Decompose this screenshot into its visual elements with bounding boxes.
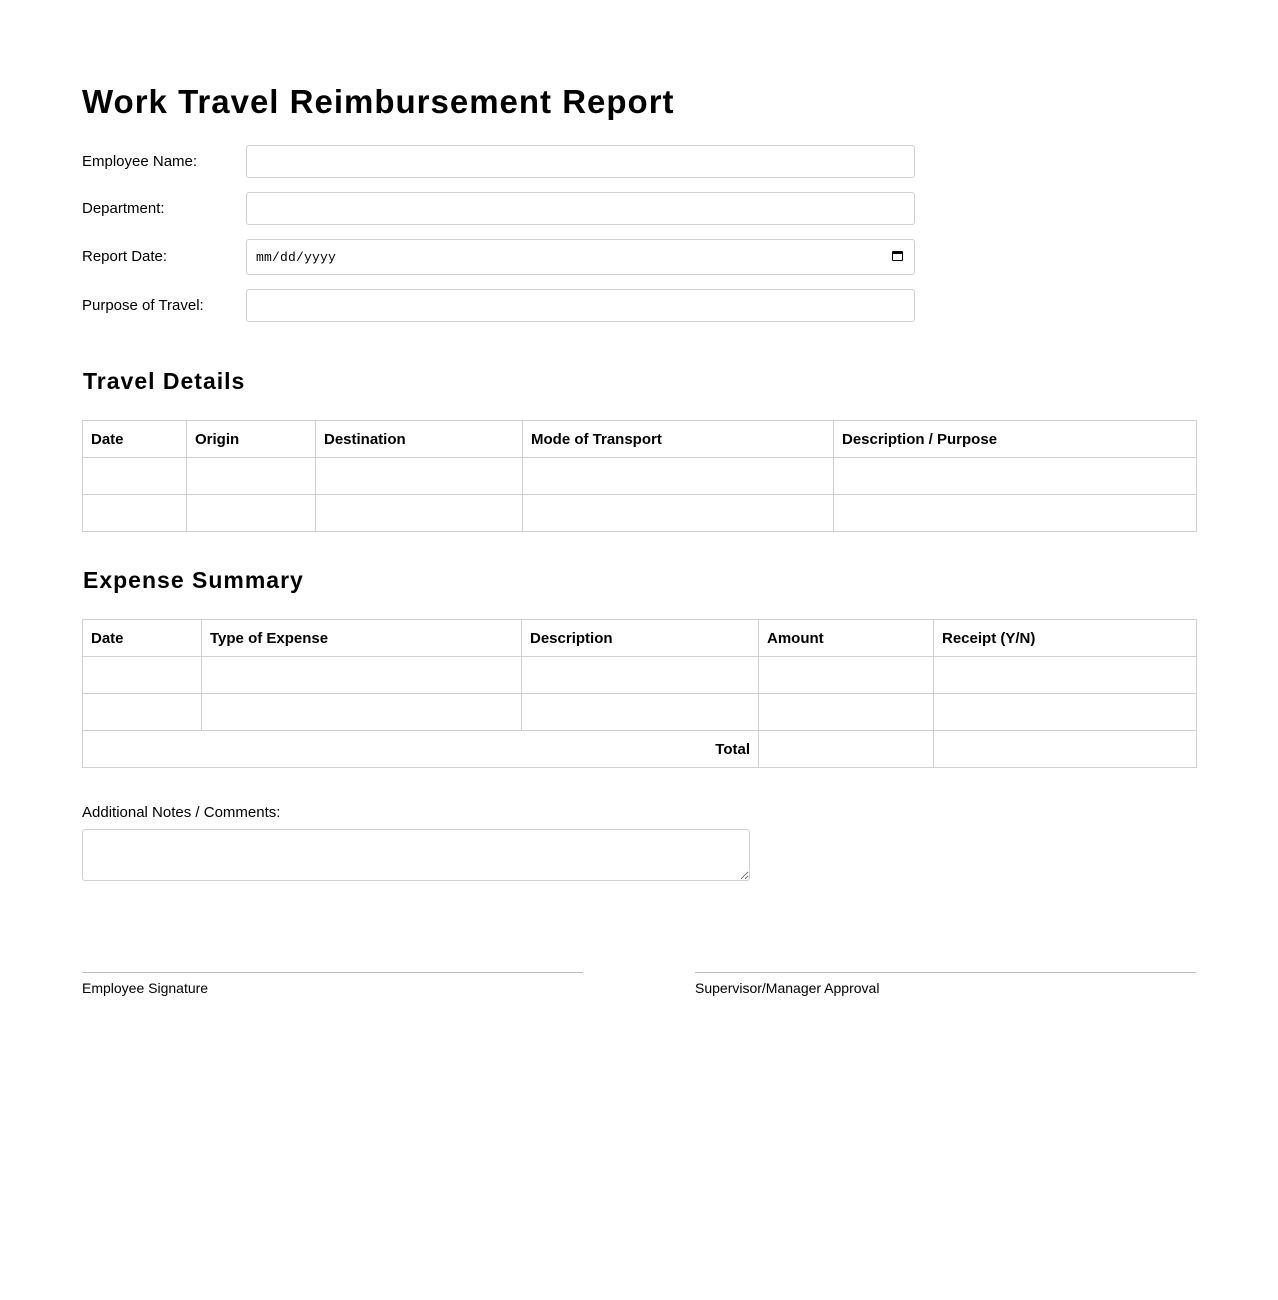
employee-signature-line [82,972,583,973]
travel-details-heading: Travel Details [83,368,246,394]
table-cell[interactable] [187,495,316,532]
column-header-type-of-expense: Type of Expense [202,620,522,657]
table-cell[interactable] [83,694,202,731]
table-cell[interactable] [316,458,523,495]
expense-summary-heading: Expense Summary [83,567,304,593]
total-receipt-cell [934,731,1197,768]
purpose-row [82,289,915,322]
employee-name-label: Employee Name: [82,153,198,170]
supervisor-approval-label: Supervisor/Manager Approval [695,980,880,996]
table-cell[interactable] [83,657,202,694]
employee-name-row [82,145,915,178]
column-header-description-purpose: Description / Purpose [834,421,1197,458]
table-row [83,458,1197,495]
department-label: Department: [82,200,165,217]
report-date-row [82,239,915,272]
table-cell[interactable] [523,458,834,495]
report-date-input[interactable] [246,239,915,275]
table-row [83,657,1197,694]
total-amount-cell[interactable] [759,731,934,768]
table-cell[interactable] [522,694,759,731]
column-header-destination: Destination [316,421,523,458]
expense-summary-table [82,619,1197,768]
travel-details-table [82,420,1197,532]
table-cell[interactable] [202,657,522,694]
table-cell[interactable] [759,694,934,731]
table-cell[interactable] [83,458,187,495]
table-cell[interactable] [834,458,1197,495]
column-header-date: Date [83,620,202,657]
department-input[interactable] [246,192,915,225]
table-cell[interactable] [934,657,1197,694]
supervisor-approval-line [695,972,1196,973]
column-header-origin: Origin [187,421,316,458]
table-cell[interactable] [187,458,316,495]
total-row [83,731,1197,768]
notes-textarea[interactable] [82,829,750,881]
table-cell[interactable] [83,495,187,532]
table-cell[interactable] [202,694,522,731]
total-label: Total [83,731,759,768]
page-title: Work Travel Reimbursement Report [82,83,675,120]
column-header-receipt: Receipt (Y/N) [934,620,1197,657]
report-date-label: Report Date: [82,248,168,265]
notes-label: Additional Notes / Comments: [82,804,281,821]
department-row [82,192,915,225]
report-date-placeholder: mm/dd/yyyy [256,250,337,265]
calendar-icon[interactable] [892,251,903,261]
table-cell[interactable] [759,657,934,694]
table-row [83,694,1197,731]
table-header-row [83,421,1197,458]
table-cell[interactable] [316,495,523,532]
employee-signature-label: Employee Signature [82,980,209,996]
purpose-label: Purpose of Travel: [82,297,204,314]
table-cell[interactable] [522,657,759,694]
table-cell[interactable] [523,495,834,532]
employee-name-input[interactable] [246,145,915,178]
table-cell[interactable] [934,694,1197,731]
table-row [83,495,1197,532]
purpose-input[interactable] [246,289,915,322]
column-header-date: Date [83,421,187,458]
column-header-mode-of-transport: Mode of Transport [523,421,834,458]
table-cell[interactable] [834,495,1197,532]
table-header-row [83,620,1197,657]
supervisor-approval-block [695,972,1196,996]
employee-signature-block [82,972,583,996]
column-header-amount: Amount [759,620,934,657]
column-header-description: Description [522,620,759,657]
